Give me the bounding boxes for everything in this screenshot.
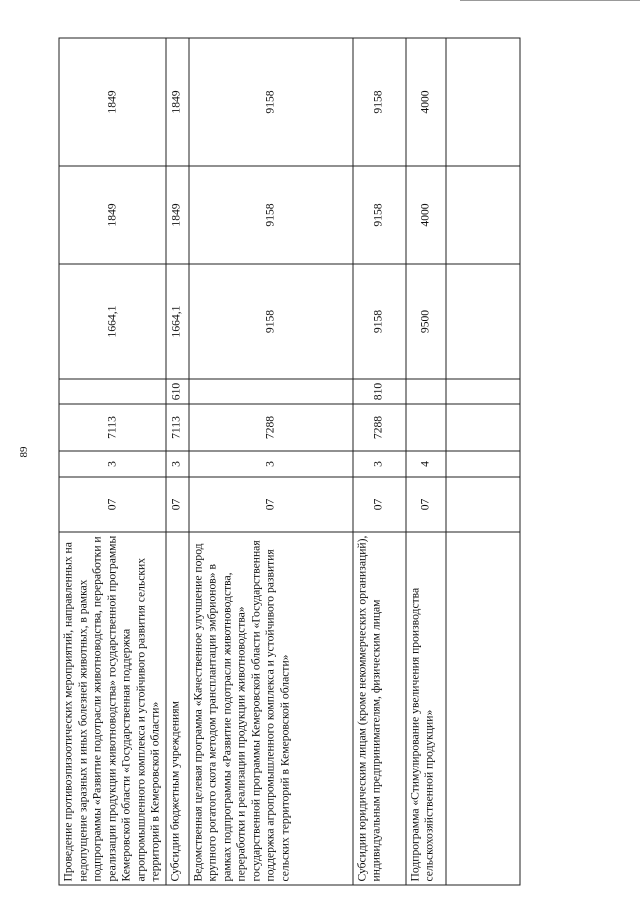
expense-type-code: 810 [352,379,405,404]
amount-year-1 [445,264,519,379]
amount-year-1: 9158 [352,264,405,379]
section-code: 07 [188,477,352,532]
target-article-code: 7113 [165,404,188,451]
row-description: Субсидии юридическим лицам (кроме некоммерческих организаций), индивидуальным предпринимателям, физическим лицам [352,532,405,885]
expense-type-code [405,379,445,404]
target-article-code: 7113 [59,404,166,451]
amount-year-1: 9158 [188,264,352,379]
table-row [188,38,352,885]
amount-year-1: 9500 [405,264,445,379]
section-code: 07 [165,477,188,532]
target-article-code [405,404,445,451]
scan-edge-line [460,0,640,5]
expense-type-code [445,379,519,404]
section-code: 07 [405,477,445,532]
expense-type-code [59,379,166,404]
subsection-code [445,451,519,477]
row-description [445,532,519,885]
table-row [165,38,188,885]
amount-year-2: 4000 [405,166,445,264]
table-row [405,38,445,885]
subsection-code: 3 [165,451,188,477]
section-code [445,477,519,532]
target-article-code: 7288 [188,404,352,451]
subsection-code: 3 [352,451,405,477]
target-article-code [445,404,519,451]
amount-year-3: 1849 [59,38,166,166]
expense-type-code: 610 [165,379,188,404]
amount-year-2: 9158 [352,166,405,264]
budget-table [58,37,520,885]
budget-table-container [58,38,496,885]
amount-year-2 [445,166,519,264]
row-description: Ведомственная целевая программа «Качественное улучшение пород крупного рогатого скота методом трансплантации эмбрионов» в рамках подпрограммы «Развитие подотрасли животноводства, переработки и реализации продукции животноводства» государственной программы Кемеровской области «Государственная поддержка агропромышленного комплекса и устойчивого развития сельских территорий в Кемеровской области» [188,532,352,885]
amount-year-3: 4000 [405,38,445,166]
expense-type-code [188,379,352,404]
amount-year-3 [445,38,519,166]
amount-year-1: 1664,1 [165,264,188,379]
subsection-code: 4 [405,451,445,477]
amount-year-3: 9158 [352,38,405,166]
table-row [445,38,519,885]
amount-year-3: 9158 [188,38,352,166]
target-article-code: 7288 [352,404,405,451]
row-description: Подпрограмма «Стимулирование увеличения производства сельскохозяйственной продукции» [405,532,445,885]
amount-year-2: 1849 [59,166,166,264]
row-description: Субсидии бюджетным учреждениям [165,532,188,885]
page-number: 89 [18,446,30,458]
row-description: Проведение противоэпизоотических мероприятий, направленных на недопущение заразных и иных болезней животных, в рамках подпрограммы «Развитие подотрасли животноводства, переработки и реализации продукции животноводства» государственной программы Кемеровской области «Государственная поддержка агропромышленного комплекса и устойчивого развития сельских территорий в Кемеровской области» [59,532,166,885]
table-row [352,38,405,885]
amount-year-2: 9158 [188,166,352,264]
amount-year-3: 1849 [165,38,188,166]
subsection-code: 3 [59,451,166,477]
table-row [59,38,166,885]
amount-year-1: 1664,1 [59,264,166,379]
section-code: 07 [59,477,166,532]
section-code: 07 [352,477,405,532]
subsection-code: 3 [188,451,352,477]
amount-year-2: 1849 [165,166,188,264]
